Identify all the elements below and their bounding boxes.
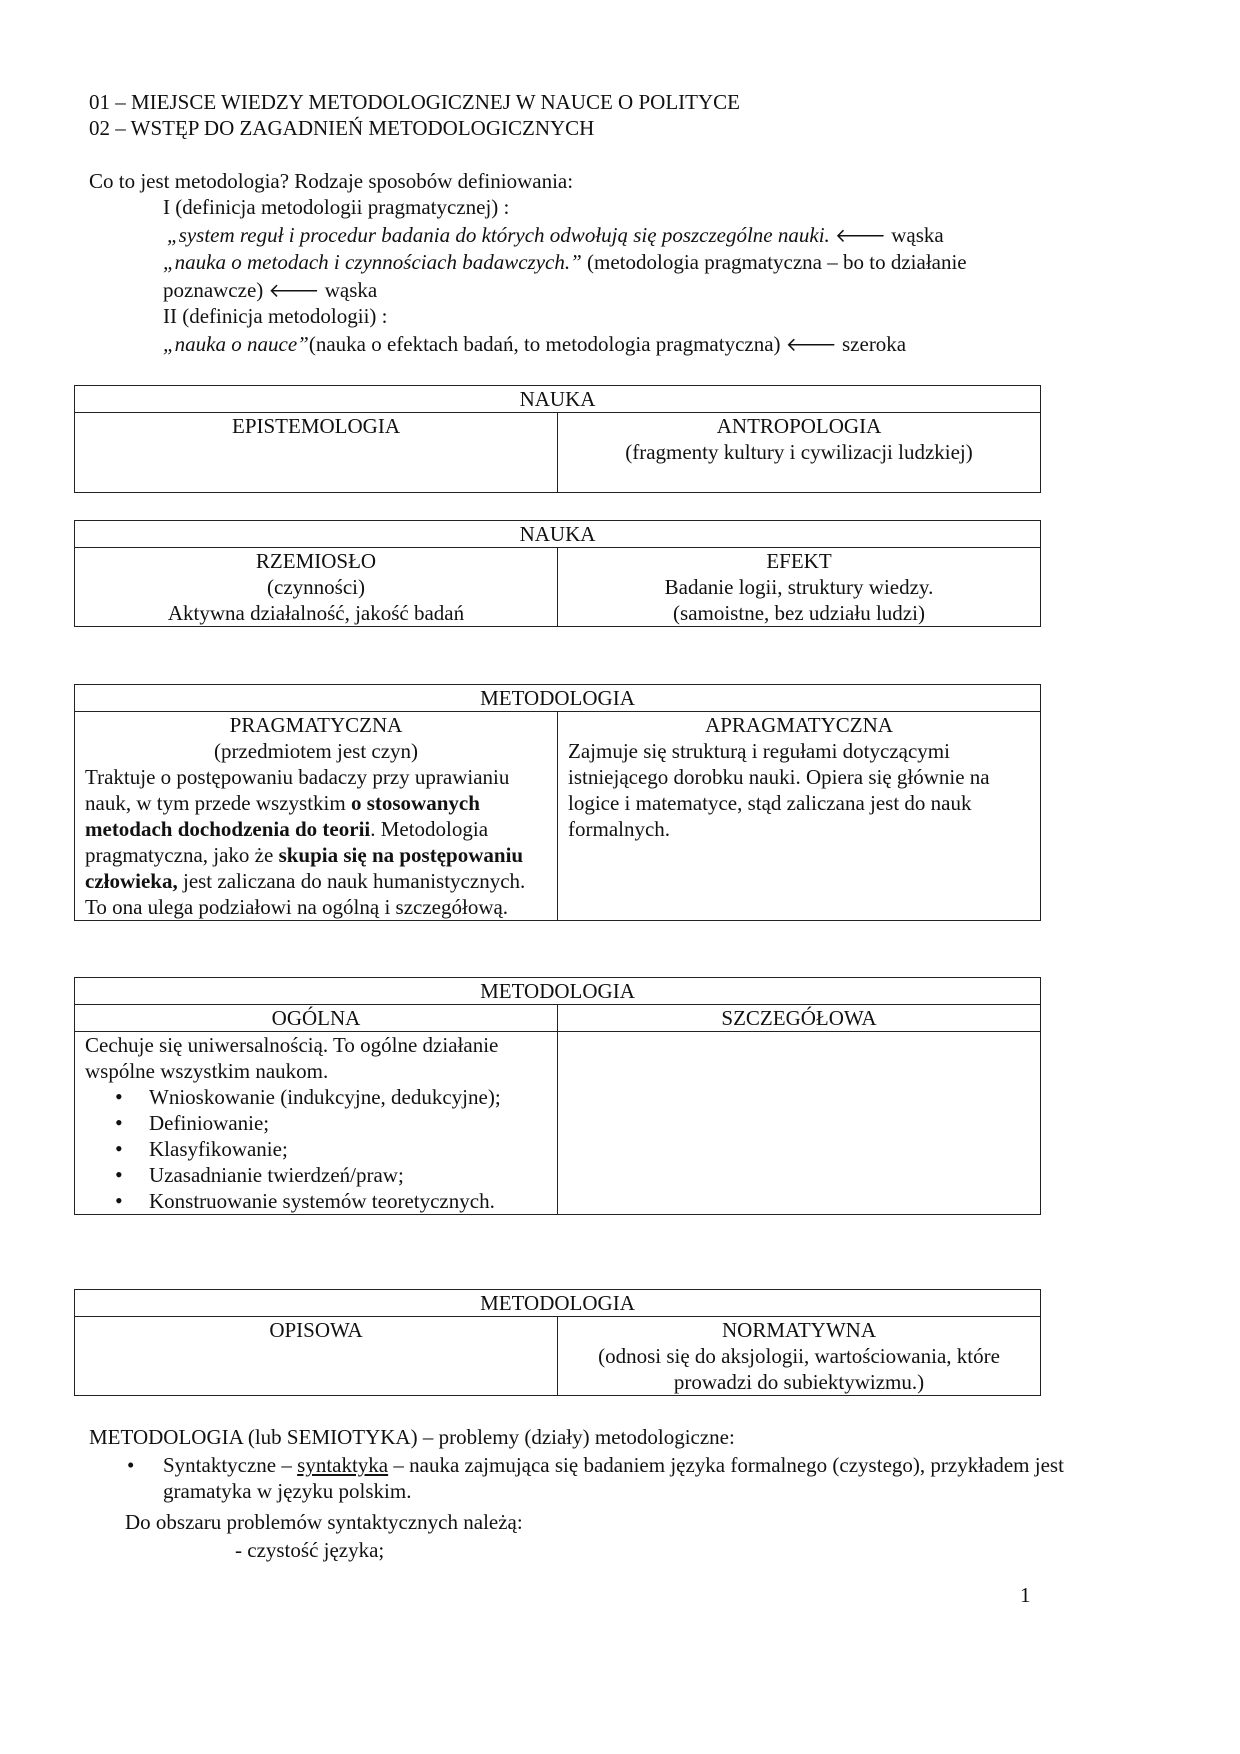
table3-left <box>75 712 558 921</box>
table2-right-desc: (samoistne, bez udziału ludzi) <box>673 601 925 625</box>
table3-left-text <box>85 764 547 920</box>
def1-b-cont <box>163 277 377 304</box>
def1-a <box>167 222 944 249</box>
bullet-icon: • <box>127 1453 135 1477</box>
def2-rest: (nauka o efektach badań, to metodologia pragmatyczna) <box>308 332 781 356</box>
table4-header: METODOLOGIA <box>75 978 1041 1005</box>
def1-b-tag: wąska <box>324 278 378 302</box>
arrow-left-icon: 🡐 <box>785 334 837 356</box>
page-number: 1 <box>1020 1583 1031 1607</box>
bottom-item-1: - czystość języka; <box>235 1538 385 1562</box>
table5-header: METODOLOGIA <box>75 1290 1041 1317</box>
table3-right-title: APRAGMATYCZNA <box>705 713 893 737</box>
bottom-bullet-post: – nauka zajmująca się badaniem języka formalnego (czystego), przykładem jest gramatyka w języku polskim. <box>163 1453 1064 1503</box>
table3-header: METODOLOGIA <box>75 685 1041 712</box>
table-metodologia-2 <box>74 977 1041 1215</box>
table2-left <box>75 548 558 627</box>
table3-left-title: PRAGMATYCZNA <box>229 713 403 737</box>
table5-right-title: NORMATYWNA <box>722 1318 876 1342</box>
def1-b-rest: (metodologia pragmatyczna – bo to działanie <box>581 250 967 274</box>
table1-right <box>558 413 1041 493</box>
table4-list <box>75 1084 547 1214</box>
def2-tag: szeroka <box>842 332 907 356</box>
def1-b-cont-text: poznawcze) <box>163 278 264 302</box>
table1-right-sub: (fragmenty kultury i cywilizacji ludzkiej) <box>625 440 973 464</box>
table3-right <box>558 712 1041 921</box>
table2-header: NAUKA <box>75 521 1041 548</box>
list-item: • Klasyfikowanie; <box>75 1136 547 1162</box>
table5-right <box>558 1317 1041 1396</box>
header-line-2: 02 – WSTĘP DO ZAGADNIEŃ METODOLOGICZNYCH <box>89 116 595 140</box>
table4-left-title: OGÓLNA <box>75 1005 558 1032</box>
table3-left-p2-bold: skupia się na postępowaniu człowieka, <box>85 843 524 893</box>
table-nauka-1 <box>74 385 1041 493</box>
table2-right-title: EFEKT <box>766 549 832 573</box>
bottom-bullet-pre: Syntaktyczne – <box>163 1453 298 1477</box>
table2-right-sub: Badanie logii, struktury wiedzy. <box>664 575 934 599</box>
def2-quote: „nauka o nauce” <box>163 332 309 356</box>
table3-left-p1: Traktuje o postępowaniu badaczy przy uprawianiu nauk, w tym przede wszystkim <box>85 765 510 815</box>
def2-title: II (definicja metodologii) : <box>163 304 388 328</box>
def1-b <box>163 249 967 275</box>
def1-title: I (definicja metodologii pragmatycznej) : <box>163 195 510 219</box>
bottom-bullet-term: syntaktyka <box>297 1453 389 1477</box>
table3-right-text: Zajmuje się strukturą i regułami dotyczącymi istniejącego dorobku nauki. Opiera się głównie na logice i matematyce, stąd zaliczana jest do nauk formalnych. <box>568 739 990 841</box>
list-item: • Wnioskowanie (indukcyjne, dedukcyjne); <box>75 1084 547 1110</box>
table5-left: OPISOWA <box>75 1317 558 1396</box>
header-line-1: 01 – MIEJSCE WIEDZY METODOLOGICZNEJ W NAUCE O POLITYCE <box>89 90 740 114</box>
table1-left: EPISTEMOLOGIA <box>75 413 558 493</box>
table4-left <box>75 1032 558 1215</box>
table4-left-text: Cechuje się uniwersalnością. To ogólne działanie wspólne wszystkim naukom. <box>85 1033 499 1083</box>
list-item: • Definiowanie; <box>75 1110 547 1136</box>
table-nauka-2 <box>74 520 1041 627</box>
table-metodologia-3 <box>74 1289 1041 1396</box>
table4-right-title: SZCZEGÓŁOWA <box>558 1005 1041 1032</box>
table1-header: NAUKA <box>75 386 1041 413</box>
table3-left-p2: . Metodologia pragmatyczna, jako że <box>85 817 489 867</box>
table3-left-sub: (przedmiotem jest czyn) <box>213 739 419 763</box>
table3-left-p1-bold: o stosowanych metodach dochodzenia do teorii <box>85 791 480 841</box>
table3-left-p3: jest zaliczana do nauk humanistycznych. To ona ulega podziałowi na ogólną i szczegółową. <box>85 869 526 919</box>
intro-question: Co to jest metodologia? Rodzaje sposobów definiowania: <box>89 169 574 193</box>
def1-b-quote: „nauka o metodach i czynnościach badawczych.” <box>163 250 582 274</box>
bottom-heading: METODOLOGIA (lub SEMIOTYKA) – problemy (działy) metodologiczne: <box>89 1425 735 1449</box>
def2 <box>163 331 906 358</box>
table4-right <box>558 1032 1041 1215</box>
bottom-obszar: Do obszaru problemów syntaktycznych należą: <box>125 1510 523 1534</box>
table1-right-title: ANTROPOLOGIA <box>716 414 882 438</box>
table2-left-sub: (czynności) <box>267 575 365 599</box>
table5-right-sub: (odnosi się do aksjologii, wartościowania, które prowadzi do subiektywizmu.) <box>598 1344 1000 1394</box>
arrow-left-icon: 🡐 <box>835 225 886 247</box>
table2-left-desc: Aktywna działalność, jakość badań <box>167 601 465 625</box>
table2-right <box>558 548 1041 627</box>
bottom-bullet <box>127 1452 1153 1504</box>
table-metodologia-1 <box>74 684 1041 921</box>
arrow-left-icon: 🡐 <box>268 280 320 302</box>
table2-left-title: RZEMIOSŁO <box>255 549 377 573</box>
list-item: • Konstruowanie systemów teoretycznych. <box>75 1188 547 1214</box>
list-item: • Uzasadnianie twierdzeń/praw; <box>75 1162 547 1188</box>
def1-a-quote: „system reguł i procedur badania do których odwołują się poszczególne nauki. <box>167 223 830 247</box>
def1-a-tag: wąska <box>891 223 944 247</box>
